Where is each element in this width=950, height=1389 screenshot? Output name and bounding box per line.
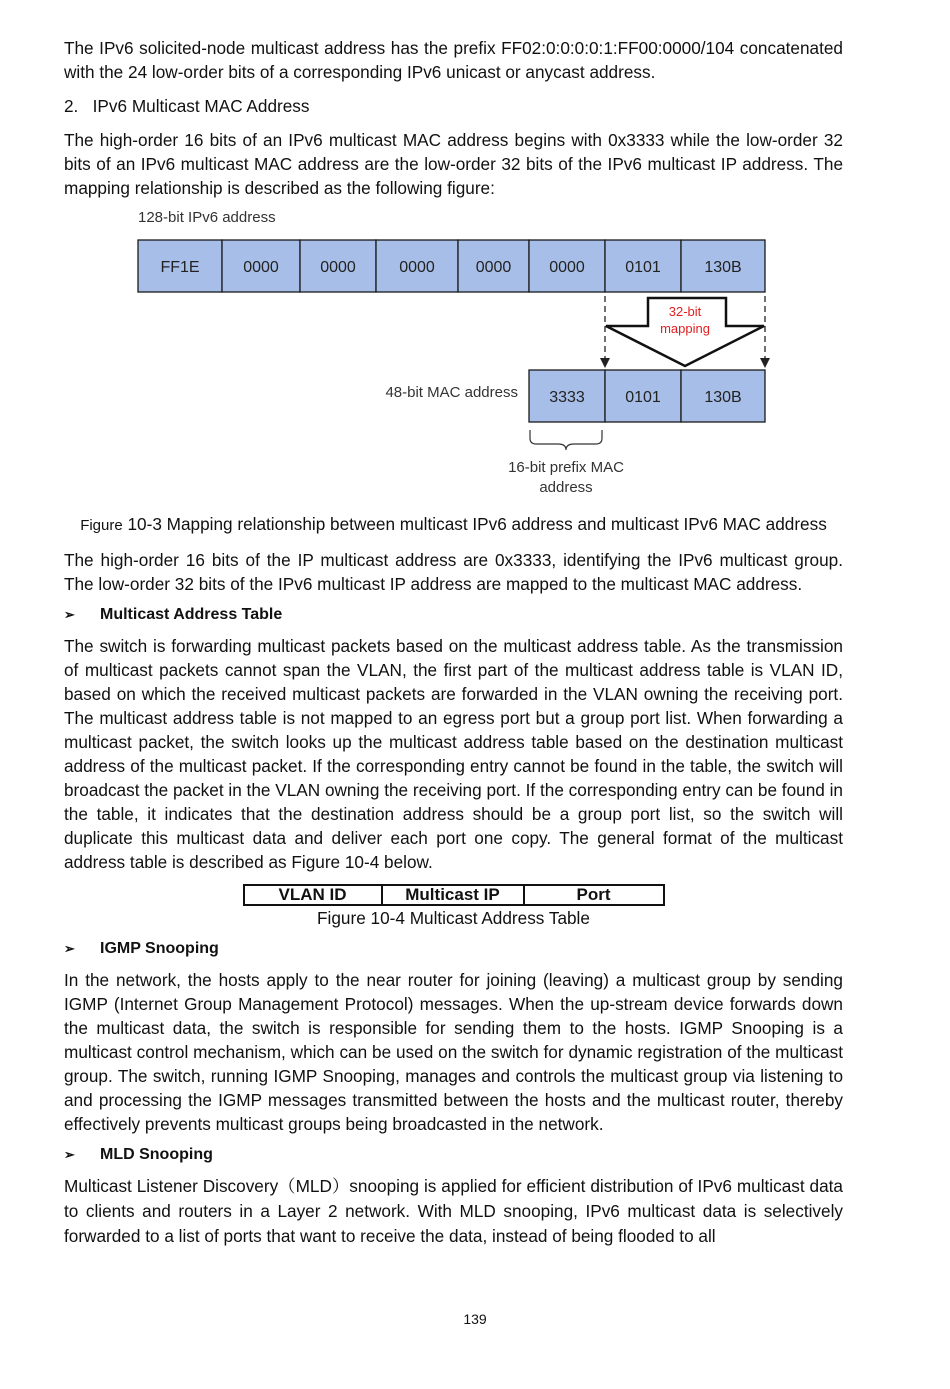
arrowhead-right <box>760 358 770 368</box>
arrowhead-left <box>600 358 610 368</box>
page-number: 139 <box>463 1311 487 1327</box>
intro-paragraph: The IPv6 solicited-node multicast address has the prefix FF02:0:0:0:0:1:FF00:0000/104 concatenated with the 24 low-order bits of a corresponding IPv6 unicast or anycast address. <box>64 38 843 82</box>
caption-text: 10-3 Mapping relationship between multicast IPv6 address and multicast IPv6 MAC address <box>122 514 827 534</box>
ipv6-cell-text: 0000 <box>320 259 356 276</box>
column-port: Port <box>524 885 664 905</box>
table-caption-10-4: Figure 10-4 Multicast Address Table <box>317 908 590 928</box>
ipv6-cell-text: 0000 <box>475 259 512 276</box>
prefix-label-line1: 16-bit prefix MAC <box>508 459 624 476</box>
caption-figure-word: Figure <box>80 517 123 534</box>
mld-heading-text: MLD Snooping <box>100 1146 213 1163</box>
ipv6-address-row <box>138 240 765 292</box>
bullet-arrow-icon: ➢ <box>64 941 75 956</box>
document-page <box>64 36 843 1249</box>
column-vlan-id: VLAN ID <box>244 885 382 905</box>
prefix-label-line2: address <box>539 479 593 496</box>
ipv6-cell-text: 0000 <box>549 259 585 276</box>
figure-caption-10-3 <box>64 512 843 538</box>
prefix-brace <box>530 430 602 450</box>
mac-address-label: 48-bit MAC address <box>385 384 518 401</box>
mapping-label-line2: mapping <box>660 321 710 336</box>
bullet-arrow-icon: ➢ <box>64 607 75 622</box>
mapping-arrow <box>600 296 770 368</box>
ipv6-cell-text: 0000 <box>243 259 279 276</box>
mapping-label-line1: 32-bit <box>668 304 702 319</box>
ipv6-cell-text: 0000 <box>399 259 435 276</box>
igmp-heading <box>64 940 843 958</box>
mac-cell-text: 3333 <box>549 389 585 406</box>
mac-cell-text: 130B <box>704 389 742 406</box>
ipv6-address-label: 128-bit IPv6 address <box>138 209 276 226</box>
bullet-arrow-icon: ➢ <box>64 1147 75 1162</box>
mac-cell-text: 0101 <box>625 389 661 406</box>
mld-heading <box>64 1146 843 1164</box>
mac-address-row <box>529 370 765 422</box>
igmp-paragraph: In the network, the hosts apply to the near router for joining (leaving) a multicast group by sending IGMP (Internet Group Management Protocol) messages. When the up-stream device forwards down the multicast data, the switch is responsible for sending them to the hosts. IGMP Snooping is a multicast control mechanism, which can be used on the switch for dynamic registration of the multicast group. The switch, running IGMP Snooping, manages and controls the multicast group via listening to and processing the IGMP messages transmitted between the hosts and the multicast router, thereby effectively prevents multicast groups being broadcasted in the network. <box>64 970 843 1134</box>
mapping-figure <box>64 208 843 508</box>
multicast-table-paragraph: The switch is forwarding multicast packets based on the multicast address table. As the transmission of multicast packets cannot span the VLAN, the first part of the multicast address table is VLAN ID, based on which the received multicast packets are forwarded in the VLAN owning the receiving port. The multicast address table is not mapped to an egress port but a group port list. When forwarding a multicast packet, the switch looks up the multicast address table based on the destination multicast address of the multicast packet. If the corresponding entry cannot be found in the table, the switch will broadcast the packet in the VLAN owning the receiving port. If the corresponding entry can be found in the table, it indicates that the destination address should be a group port list, so the switch will duplicate this multicast data and deliver each port one copy. The general format of the multicast address table is described as Figure 10-4 below. <box>64 636 843 872</box>
column-multicast-ip: Multicast IP <box>382 885 524 905</box>
ipv6-cell-text: FF1E <box>160 259 200 276</box>
igmp-heading-text: IGMP Snooping <box>100 940 219 957</box>
multicast-table-heading <box>64 606 843 624</box>
table-row <box>244 885 664 905</box>
multicast-address-table <box>243 884 665 906</box>
section-heading-ipv6-multicast-mac: 2. IPv6 Multicast MAC Address <box>64 96 310 116</box>
mld-paragraph: Multicast Listener Discovery（MLD）snooping is applied for efficient distribution of IPv6 multicast data to clients and routers in a Layer 2 network. With MLD snooping, IPv6 multicast data is selectively forwarded to a list of ports that want to receive the data, instead of being flooded to all <box>64 1176 843 1246</box>
mapping-diagram <box>64 208 843 508</box>
ipv6-cell-text: 0101 <box>625 259 661 276</box>
after-figure-paragraph: The high-order 16 bits of the IP multicast address are 0x3333, identifying the IPv6 multicast group. The low-order 32 bits of the IPv6 multicast IP address are mapped to the multicast MAC address. <box>64 550 843 594</box>
multicast-table-heading-text: Multicast Address Table <box>100 606 283 623</box>
ipv6-cell-text: 130B <box>704 259 742 276</box>
mac-mapping-paragraph: The high-order 16 bits of an IPv6 multicast MAC address begins with 0x3333 while the low-order 32 bits of an IPv6 multicast MAC address are the low-order 32 bits of the IPv6 multicast IP address. The mapping relationship is described as the following figure: <box>64 130 843 198</box>
